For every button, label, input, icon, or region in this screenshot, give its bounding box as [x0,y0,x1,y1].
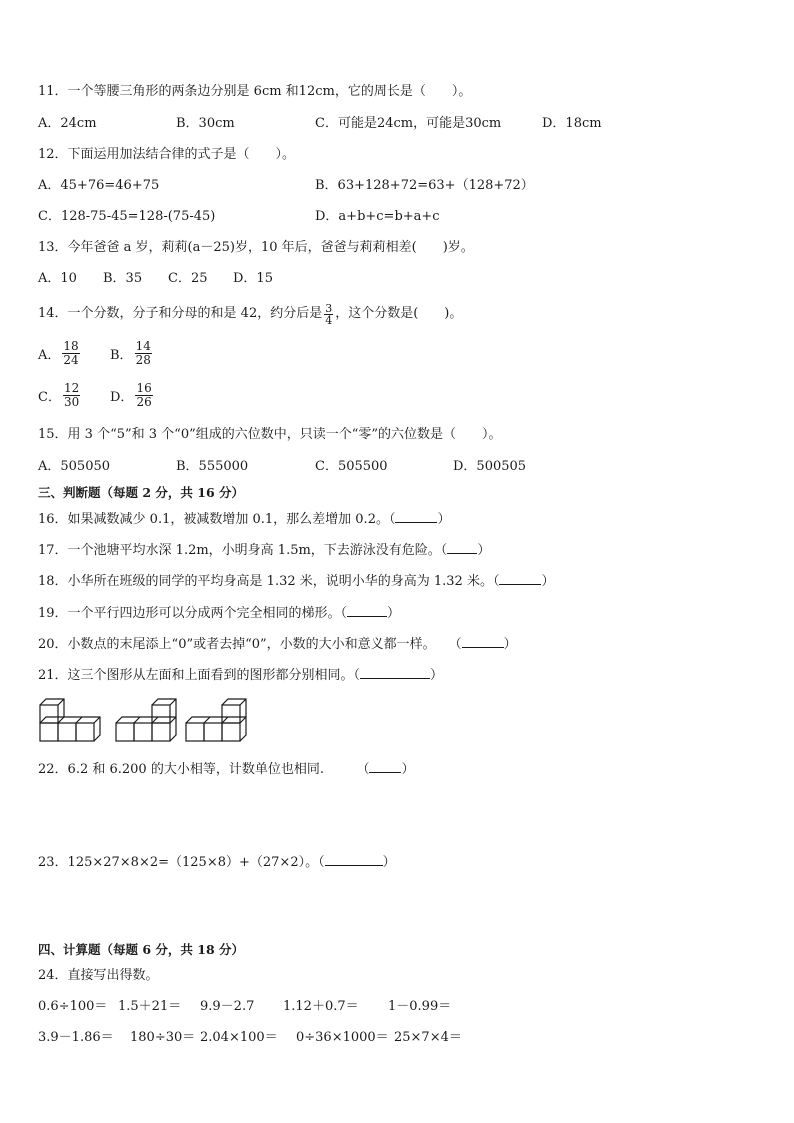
calc-item[interactable]: 1.12＋0.7＝ [283,999,359,1014]
question-13-stem: 13．今年爸爸 a 岁，莉莉(a－25)岁，10 年后，爸爸与莉莉相差( )岁。 [38,240,474,255]
judge-item-19: 19．一个平行四边形可以分成两个完全相同的梯形。（ ） [38,606,401,621]
option-fraction: $\frac{12}{30}$ [63,381,80,409]
judge-item-17: 17．一个池塘平均水深 1.2m，小明身高 1.5m，下去游泳没有危险。（ ） [38,543,491,558]
question-11-stem: 11．一个等腰三角形的两条边分别是 6cm 和12cm，它的周长是（ ）。 [38,84,472,99]
judge-item-18: 18．小华所在班级的同学的平均身高是 1.32 米，说明小华的身高为 1.32 米。（ ） [38,574,555,589]
question-15-option-c[interactable]: C．505500 [315,459,388,474]
question-15-option-d[interactable]: D．500505 [453,459,527,474]
calc-item[interactable]: 9.9－2.7 [200,999,255,1014]
cube-figure-3 [186,699,246,741]
question-14-option-a[interactable]: A． $\frac{18}{24}$ [38,339,79,367]
section-3-heading: 三、判断题（每题 2 分，共 16 分） [38,485,245,500]
answer-blank[interactable] [447,541,477,554]
answer-blank[interactable] [499,572,541,585]
question-14-option-c[interactable]: C． $\frac{12}{30}$ [38,381,80,409]
question-13-option-a[interactable]: A．10 [38,271,77,286]
calc-item[interactable]: 0÷36×1000＝ [296,1030,389,1045]
question-11-option-b[interactable]: B．30cm [176,116,235,131]
option-fraction: $\frac{16}{26}$ [136,381,152,409]
cube-figure-1 [40,699,100,741]
section-4-heading: 四、计算题（每题 6 分，共 18 分） [38,942,245,957]
cube-figures [36,695,256,745]
judge-item-23: 23．125×27×8×2=（125×8）+（27×2）。（ ） [38,855,396,870]
calc-item[interactable]: 1－0.99＝ [388,999,452,1014]
question-12-option-b[interactable]: B．63+128+72=63+（128+72） [315,178,534,193]
question-14-stem-post: ，这个分数是( )。 [335,306,463,321]
question-11-option-a[interactable]: A．24cm [38,116,97,131]
calc-item[interactable]: 25×7×4＝ [394,1030,462,1045]
question-13-option-b[interactable]: B．35 [103,271,143,286]
question-14-option-d[interactable]: D． $\frac{16}{26}$ [110,381,152,409]
question-14-option-b[interactable]: B． $\frac{14}{28}$ [110,339,151,367]
judge-item-20: 20．小数点的末尾添上“0”或者去掉“0”，小数的大小和意义都一样。 （ ） [38,637,517,652]
question-13-option-c[interactable]: C．25 [168,271,208,286]
question-24-stem: 24．直接写出得数。 [38,968,159,983]
answer-blank[interactable] [347,604,387,617]
option-fraction: $\frac{18}{24}$ [63,339,79,367]
answer-blank[interactable] [325,853,383,866]
question-12-stem: 12．下面运用加法结合律的式子是（ ）。 [38,147,296,162]
answer-blank[interactable] [395,510,437,523]
question-14-stem-fraction: $\frac{3}{4}$ [325,301,333,327]
question-15-option-b[interactable]: B．555000 [176,459,249,474]
calc-item[interactable]: 180÷30＝ [130,1030,196,1045]
question-12-option-c[interactable]: C．128-75-45=128-(75-45) [38,209,216,224]
question-15-stem: 15．用 3 个“5”和 3 个“0”组成的六位数中，只读一个“零”的六位数是（ ）。 [38,427,502,442]
calc-item[interactable]: 2.04×100＝ [200,1030,278,1045]
question-14-stem [38,300,462,328]
question-11-option-c[interactable]: C．可能是24cm，可能是30cm [315,116,502,131]
answer-blank[interactable] [360,666,430,679]
option-fraction: $\frac{14}{28}$ [135,339,151,367]
judge-item-22: 22．6.2 和 6.200 的大小相等，计数单位也相同. （ ） [38,762,415,777]
judge-item-16: 16．如果减数减少 0.1，被减数增加 0.1，那么差增加 0.2。（ ） [38,512,451,527]
question-11-option-d[interactable]: D．18cm [542,116,602,131]
answer-blank[interactable] [369,760,401,773]
question-12-option-a[interactable]: A．45+76=46+75 [38,178,160,193]
question-14-stem-pre: 14．一个分数，分子和分母的和是 42，约分后是 [38,306,323,321]
answer-blank[interactable] [462,635,504,648]
question-13-option-d[interactable]: D．15 [233,271,273,286]
calc-item[interactable]: 0.6÷100＝ [38,999,108,1014]
cube-figure-2 [116,699,176,741]
judge-item-21: 21．这三个图形从左面和上面看到的图形都分别相同。（ ） [38,668,444,683]
calc-item[interactable]: 1.5＋21＝ [118,999,182,1014]
question-15-option-a[interactable]: A．505050 [38,459,111,474]
question-12-option-d[interactable]: D．a+b+c=b+a+c [315,209,440,224]
calc-item[interactable]: 3.9－1.86＝ [38,1030,114,1045]
